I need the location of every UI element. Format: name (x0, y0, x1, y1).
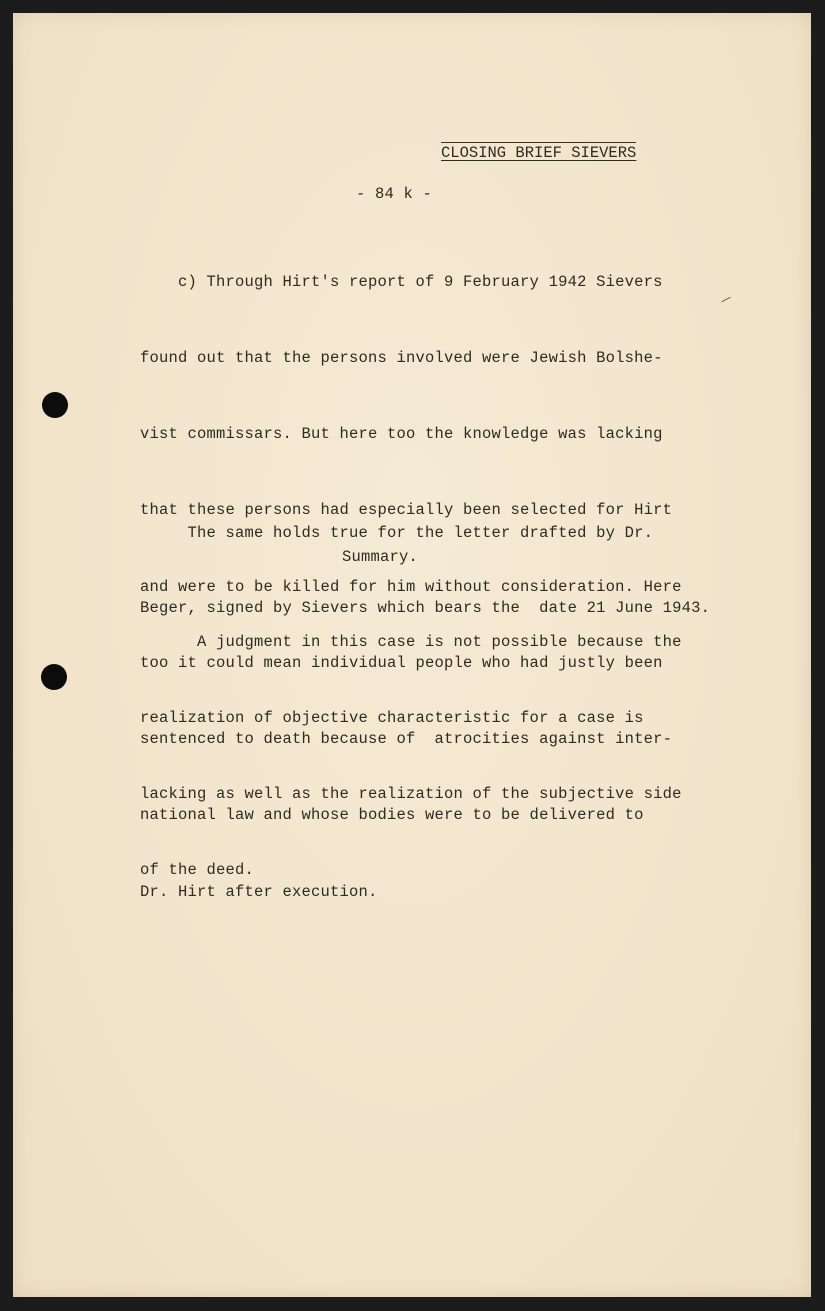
text-line: vist commissars. But here too the knowledge was lacking (140, 425, 663, 444)
text-line: realization of objective characteristic for a case is (140, 709, 644, 728)
text-line: c) Through Hirt's report of 9 February 1942 Sievers (140, 272, 663, 291)
text-line: Dr. Hirt after execution. (140, 882, 378, 901)
text-line: too it could mean individual people who had justly been (140, 653, 663, 672)
text-line: sentenced to death because of atrocities against inter- (140, 730, 673, 749)
text-line: Beger, signed by Sievers which bears the date 21 June 1943. (140, 599, 711, 617)
pencil-mark (721, 297, 730, 303)
document-page (13, 13, 811, 1297)
text-line: national law and whose bodies were to be delivered to (140, 806, 644, 825)
text-line: found out that the persons involved were Jewish Bolshe- (140, 349, 663, 368)
text-line: and were to be killed for him without consideration. Here (140, 577, 682, 596)
punch-hole-top (42, 392, 68, 418)
text-line: A judgment in this case is not possible because the (140, 632, 682, 651)
paragraph-summary (140, 579, 682, 935)
document-header: CLOSING BRIEF SIEVERS (441, 144, 637, 162)
punch-hole-bottom (41, 664, 67, 690)
text-line: The same holds true for the letter drafted by Dr. (140, 524, 654, 542)
page-number: - 84 k - (356, 185, 433, 203)
text-line: that these persons had especially been selected for Hirt (140, 501, 673, 520)
text-line: of the deed. (140, 861, 255, 880)
summary-heading: Summary. (342, 548, 419, 566)
text-line: lacking as well as the realization of the subjective side (140, 785, 682, 804)
